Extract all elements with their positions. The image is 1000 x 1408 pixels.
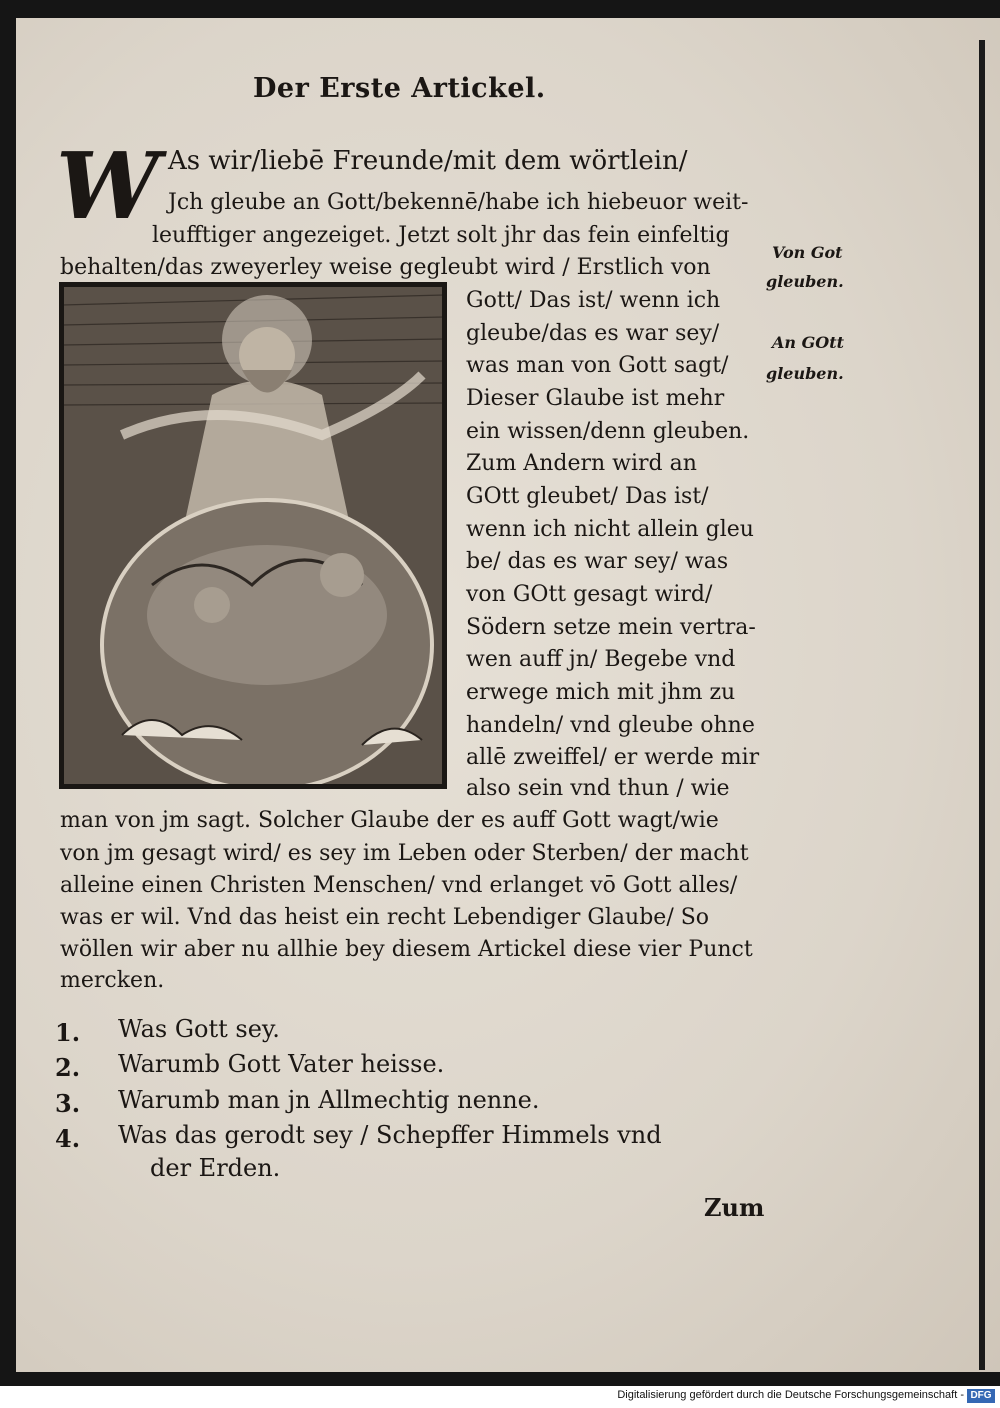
list-item-text: Warumb Gott Vater heisse. bbox=[118, 1050, 445, 1078]
body-line: wöllen wir aber nu allhie bey diesem Artickel diese vier Punct bbox=[60, 937, 753, 962]
marginal-note: An GOtt bbox=[772, 333, 844, 352]
catchword: Zum bbox=[704, 1193, 765, 1222]
list-number: 1. bbox=[55, 1018, 81, 1047]
list-number: 3. bbox=[55, 1089, 81, 1118]
marginal-note: Von Got bbox=[772, 243, 843, 262]
body-line: man von jm sagt. Solcher Glaube der es auff Gott wagt/wie bbox=[60, 808, 719, 833]
body-line: As wir/liebē Freunde/mit dem wörtlein/ bbox=[168, 146, 688, 176]
body-line: behalten/das zweyerley weise gegleubt wird / Erstlich von bbox=[60, 255, 711, 280]
list-number: 4. bbox=[55, 1124, 81, 1153]
body-line: Zum Andern wird an bbox=[466, 451, 697, 476]
funding-credit: Digitalisierung gefördert durch die Deutsche Forschungsgemeinschaft - bbox=[617, 1389, 964, 1401]
body-line: von GOtt gesagt wird/ bbox=[466, 582, 713, 607]
body-line: alleine einen Christen Menschen/ vnd erlanget vō Gott alles/ bbox=[60, 873, 738, 898]
body-line: mercken. bbox=[60, 968, 165, 993]
body-line: handeln/ vnd gleube ohne bbox=[466, 713, 755, 738]
body-line: leufftiger angezeiget. Jetzt solt jhr das fein einfeltig bbox=[152, 223, 730, 248]
body-line: ein wissen/denn gleuben. bbox=[466, 419, 750, 444]
marginal-note: gleuben. bbox=[766, 364, 844, 383]
list-item-text: Was das gerodt sey / Schepffer Himmels vnd bbox=[118, 1121, 662, 1149]
body-line: was man von Gott sagt/ bbox=[466, 353, 729, 378]
page-edge-shadow bbox=[979, 40, 985, 1370]
body-line: gleube/das es war sey/ bbox=[466, 321, 720, 346]
woodcut-image bbox=[62, 285, 444, 786]
body-line: wen auff jn/ Begebe vnd bbox=[466, 647, 736, 672]
body-line: also sein vnd thun / wie bbox=[466, 776, 730, 801]
marginal-note: gleuben. bbox=[766, 272, 844, 291]
body-line: allē zweiffel/ er werde mir bbox=[466, 745, 760, 770]
body-line: Jch gleube an Gott/bekennē/habe ich hiebeuor weit- bbox=[168, 190, 749, 215]
body-line: Dieser Glaube ist mehr bbox=[466, 386, 725, 411]
list-item-text: der Erden. bbox=[150, 1154, 281, 1182]
body-line: Gott/ Das ist/ wenn ich bbox=[466, 288, 721, 313]
list-item-text: Was Gott sey. bbox=[118, 1015, 280, 1043]
body-line: von jm gesagt wird/ es sey im Leben oder Sterben/ der macht bbox=[60, 841, 749, 866]
page-title: Der Erste Artickel. bbox=[253, 73, 546, 104]
list-item-text: Warumb man jn Allmechtig nenne. bbox=[118, 1086, 540, 1114]
dfg-logo-icon: DFG bbox=[967, 1389, 995, 1403]
body-line: be/ das es war sey/ was bbox=[466, 549, 729, 574]
body-line: Södern setze mein vertra- bbox=[466, 615, 756, 640]
footer-bar bbox=[0, 1386, 1000, 1408]
body-line: was er wil. Vnd das heist ein recht Lebendiger Glaube/ So bbox=[60, 905, 710, 930]
body-line: erwege mich mit jhm zu bbox=[466, 680, 736, 705]
body-line: GOtt gleubet/ Das ist/ bbox=[466, 484, 709, 509]
woodcut-illustration bbox=[59, 282, 447, 789]
drop-cap-initial: W bbox=[56, 132, 160, 240]
body-line: wenn ich nicht allein gleu bbox=[466, 517, 754, 542]
list-number: 2. bbox=[55, 1053, 81, 1082]
